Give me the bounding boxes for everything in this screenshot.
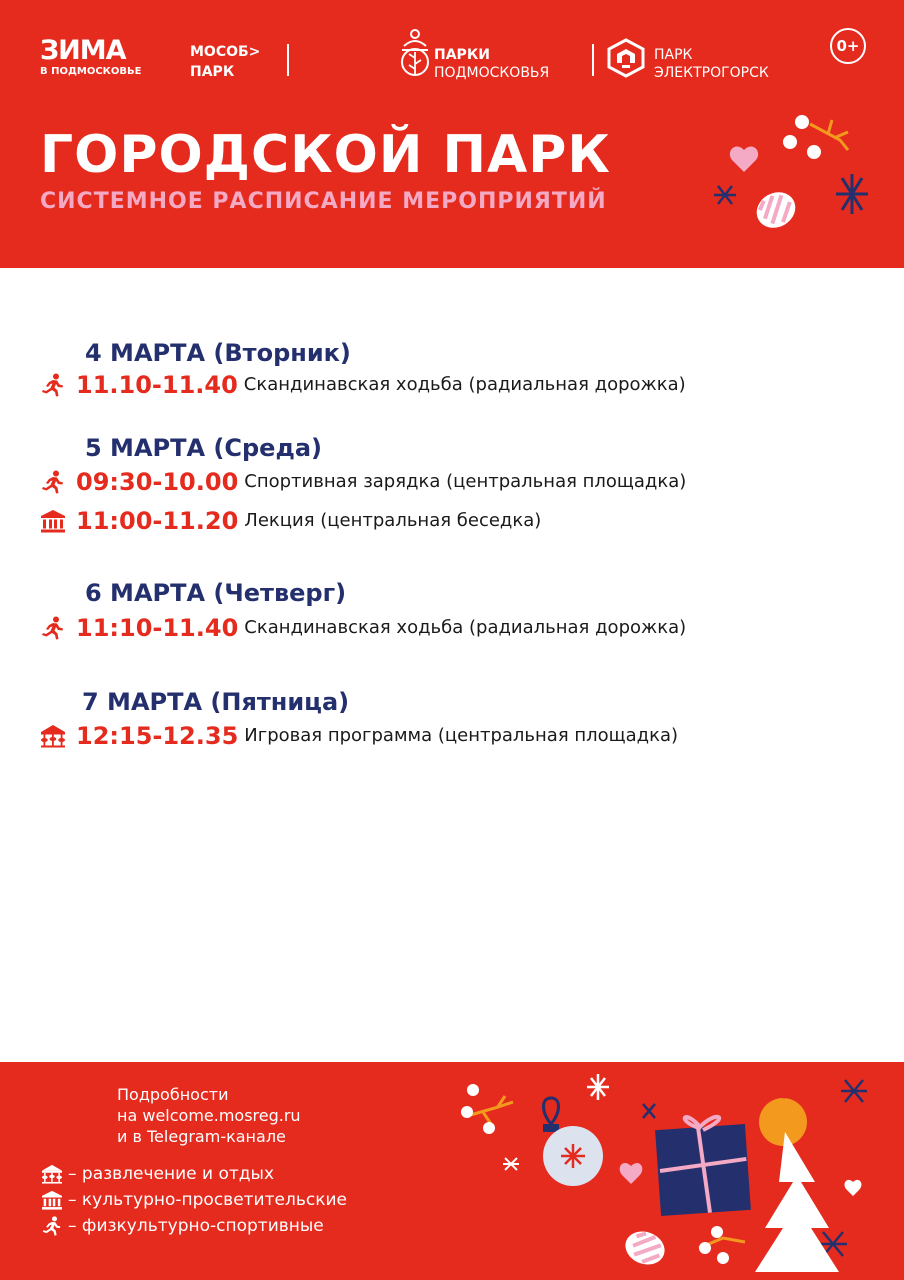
decoration-icon	[710, 110, 880, 235]
runner-icon	[40, 373, 66, 397]
footer-info-line3: и в Telegram-канале	[117, 1127, 286, 1146]
page-title: ГОРОДСКОЙ ПАРК	[40, 125, 611, 185]
legend-item-cultural	[40, 1190, 347, 1210]
decoration-icon	[455, 1072, 895, 1277]
footer-banner	[0, 1062, 904, 1280]
event-time: 11.10-11.40	[76, 371, 238, 399]
day-heading: 4 МАРТА (Вторник)	[85, 339, 351, 367]
runner-icon	[40, 1216, 64, 1236]
event-row	[40, 370, 686, 400]
event-time: 11:10-11.40	[76, 614, 239, 642]
legend-label: – развлечение и отдых	[68, 1164, 275, 1184]
event-row	[40, 506, 541, 536]
logo-parki-podmoskovya	[434, 46, 549, 82]
runner-icon	[40, 470, 66, 494]
event-description: Скандинавская ходьба (радиальная дорожка)	[243, 374, 686, 395]
divider	[287, 44, 289, 76]
event-description: Лекция (центральная беседка)	[244, 510, 542, 531]
day-heading: 6 МАРТА (Четверг)	[85, 579, 347, 607]
logo-elektro-line1: ПАРК	[654, 47, 693, 63]
age-rating-badge: 0+	[830, 28, 866, 64]
legend-label: – культурно-просветительские	[68, 1190, 347, 1210]
legend-label: – физкультурно-спортивные	[68, 1216, 324, 1236]
logo-zima-title: ЗИМА	[40, 35, 126, 66]
logo-park-elektrogorsk	[654, 46, 769, 82]
event-row	[40, 467, 686, 497]
logo-mosobpark	[190, 42, 260, 82]
event-description: Скандинавская ходьба (радиальная дорожка)	[244, 617, 687, 638]
museum-icon	[40, 509, 66, 533]
legend-item-entertainment	[40, 1164, 274, 1184]
museum-icon	[40, 1190, 64, 1210]
logo-parki-line1: ПАРКИ	[434, 47, 490, 63]
parki-logo-icon	[398, 28, 432, 78]
divider	[592, 44, 594, 76]
page-subtitle: СИСТЕМНОЕ РАСПИСАНИЕ МЕРОПРИЯТИЙ	[40, 189, 607, 214]
logo-elektro-line2: ЭЛЕКТРОГОРСК	[654, 65, 769, 81]
footer-info-line2: на welcome.mosreg.ru	[117, 1106, 301, 1125]
footer-info	[117, 1084, 301, 1147]
event-description: Игровая программа (центральная площадка)	[244, 725, 679, 746]
carousel-icon	[40, 724, 66, 748]
header-banner	[0, 0, 904, 268]
day-heading: 7 МАРТА (Пятница)	[82, 688, 350, 716]
event-time: 09:30-10.00	[76, 468, 239, 496]
event-description: Спортивная зарядка (центральная площадка)	[244, 471, 687, 492]
day-heading: 5 МАРТА (Среда)	[85, 434, 322, 462]
logo-zima	[40, 36, 141, 78]
logo-parki-line2: ПОДМОСКОВЬЯ	[434, 65, 550, 81]
logo-mosobpark-line1: МОСОБ>	[190, 44, 261, 60]
event-row	[40, 721, 678, 751]
park-elektrogorsk-logo-icon	[606, 38, 646, 78]
event-time: 12:15-12.35	[76, 722, 239, 750]
event-time: 11:00-11.20	[76, 507, 239, 535]
carousel-icon	[40, 1164, 64, 1184]
footer-info-line1: Подробности	[117, 1085, 229, 1104]
logo-mosobpark-line2: ПАРК	[190, 64, 235, 80]
runner-icon	[40, 616, 66, 640]
legend-item-sport	[40, 1216, 324, 1236]
event-row	[40, 613, 686, 643]
logo-zima-subtitle: В ПОДМОСКОВЬЕ	[40, 66, 142, 77]
